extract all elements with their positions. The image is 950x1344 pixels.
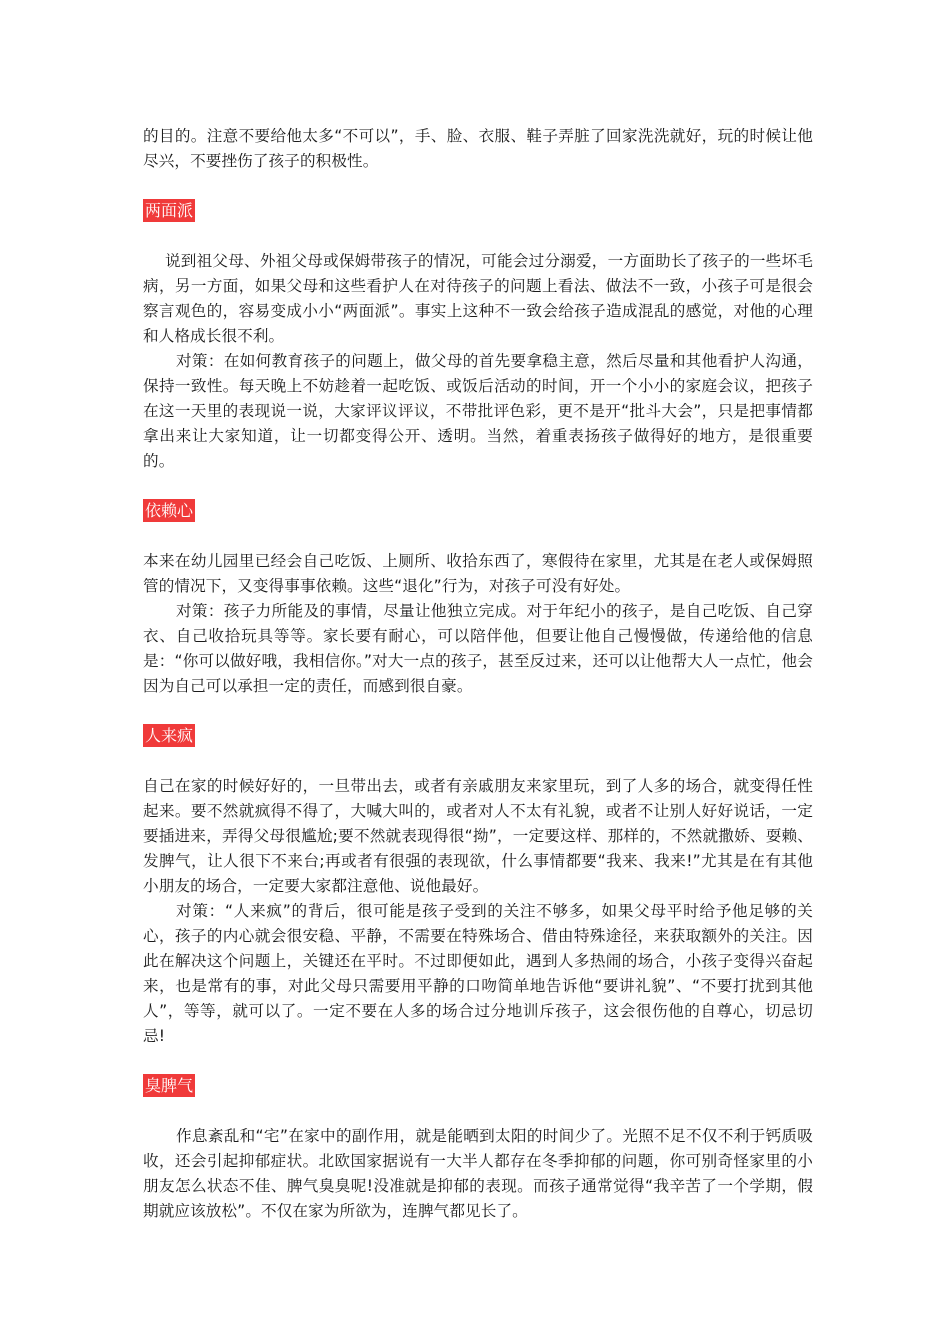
two-faced-strategy-paragraph: 对策：在如何教育孩子的问题上，做父母的首先要拿稳主意，然后尽量和其他看护人沟通，保持一致性。每天晚上不妨趁着一起吃饭、或饭后活动的时间，开一个小小的家庭会议，把孩子在这一天里的表现说一说，大家评议评议，不带批评色彩，更不是开“批斗大会”，只是把事情都拿出来让大家知道，让一切都变得公开、透明。当然，着重表扬孩子做得好的地方，是很重要的。 (143, 352, 813, 470)
show-off-paragraph: 自己在家的时候好好的，一旦带出去，或者有亲戚朋友来家里玩，到了人多的场合，就变得任性起来。要不然就疯得不得了，大喊大叫的，或者对人不太有礼貌，或者不让别人好好说话，一定要插进来，弄得父母很尴尬;要不然就表现得很“拗”，一定要这样、那样的，不然就撒娇、耍赖、发脾气，让人很下不来台;再或者有很强的表现欲，什么事情都要“我来、我来!”尤其是在有其他小朋友的场合，一定要大家都注意他、说他最好。 (143, 777, 813, 895)
document-page (143, 124, 813, 1224)
dependence-strategy-paragraph: 对策：孩子力所能及的事情，尽量让他独立完成。对于年纪小的孩子，是自己吃饭、自己穿衣、自己收拾玩具等等。家长要有耐心，可以陪伴他，但要让他自己慢慢做，传递给他的信息是：“你可以做好哦，我相信你。”对大一点的孩子，甚至反过来，还可以让他帮大人一点忙，他会因为自己可以承担一定的责任，而感到很自豪。 (143, 602, 813, 695)
section-heading-two-faced: 两面派 (145, 201, 194, 220)
show-off-strategy-paragraph: 对策：“人来疯”的背后，很可能是孩子受到的关注不够多，如果父母平时给予他足够的关心，孩子的内心就会很安稳、平静，不需要在特殊场合、借由特殊途径，来获取额外的关注。因此在解决这个问题上，关键还在平时。不过即便如此，遇到人多热闹的场合，小孩子变得兴奋起来，也是常有的事，对此父母只需要用平静的口吻简单地告诉他“要讲礼貌”、“不要打扰到其他人”，等等，就可以了。一定不要在人多的场合过分地训斥孩子，这会很伤他的自尊心，切忌切忌! (143, 902, 813, 1045)
bad-temper-paragraph: 作息紊乱和“宅”在家中的副作用，就是能晒到太阳的时间少了。光照不足不仅不利于钙质吸收，还会引起抑郁症状。北欧国家据说有一大半人都存在冬季抑郁的问题，你可别奇怪家里的小朋友怎么状态不佳、脾气臭臭呢!没准就是抑郁的表现。而孩子通常觉得“我辛苦了一个学期，假期就应该放松”。不仅在家为所欲为，连脾气都见长了。 (143, 1127, 813, 1220)
intro-paragraph: 的目的。注意不要给他太多“不可以”，手、脸、衣服、鞋子弄脏了回家洗洗就好，玩的时候让他尽兴，不要挫伤了孩子的积极性。 (143, 127, 813, 170)
two-faced-paragraph: 说到祖父母、外祖父母或保姆带孩子的情况，可能会过分溺爱，一方面助长了孩子的一些坏毛病，另一方面，如果父母和这些看护人在对待孩子的问题上看法、做法不一致，小孩子可是很会察言观色的，容易变成小小“两面派”。事实上这种不一致会给孩子造成混乱的感觉，对他的心理和人格成长很不利。 (143, 252, 813, 345)
dependence-paragraph: 本来在幼儿园里已经会自己吃饭、上厕所、收拾东西了，寒假待在家里，尤其是在老人或保姆照管的情况下，又变得事事依赖。这些“退化”行为，对孩子可没有好处。 (143, 552, 813, 595)
section-heading-show-off: 人来疯 (145, 726, 194, 745)
section-heading-dependence: 依赖心 (145, 501, 194, 520)
section-heading-bad-temper: 臭脾气 (145, 1076, 194, 1095)
